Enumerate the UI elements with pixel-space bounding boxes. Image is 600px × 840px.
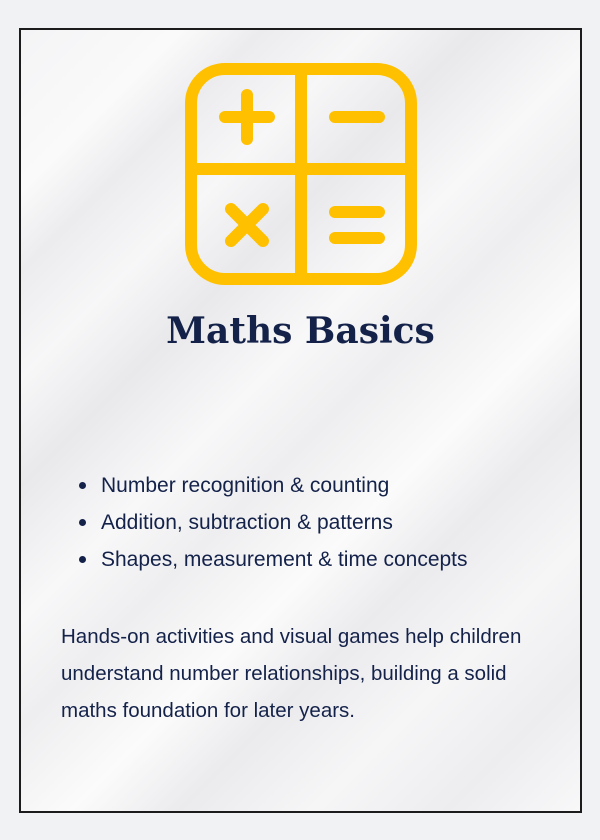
list-item <box>79 504 468 541</box>
bullet-text: Addition, subtraction & patterns <box>101 511 393 534</box>
bullet-text: Shapes, measurement & time concepts <box>101 548 468 571</box>
list-item <box>79 467 468 504</box>
maths-basics-card <box>19 28 582 813</box>
card-title: Maths Basics <box>166 310 435 352</box>
bullet-dot-icon <box>79 519 86 526</box>
bullet-dot-icon <box>79 556 86 563</box>
list-item <box>79 541 468 578</box>
bullet-text: Number recognition & counting <box>101 474 390 497</box>
card-description: Hands-on activities and visual games help children understand number relationships, building a solid maths foundation for later years. <box>61 625 522 722</box>
calculator-operations-icon <box>183 61 419 287</box>
bullet-list <box>79 467 468 578</box>
bullet-dot-icon <box>79 482 86 489</box>
